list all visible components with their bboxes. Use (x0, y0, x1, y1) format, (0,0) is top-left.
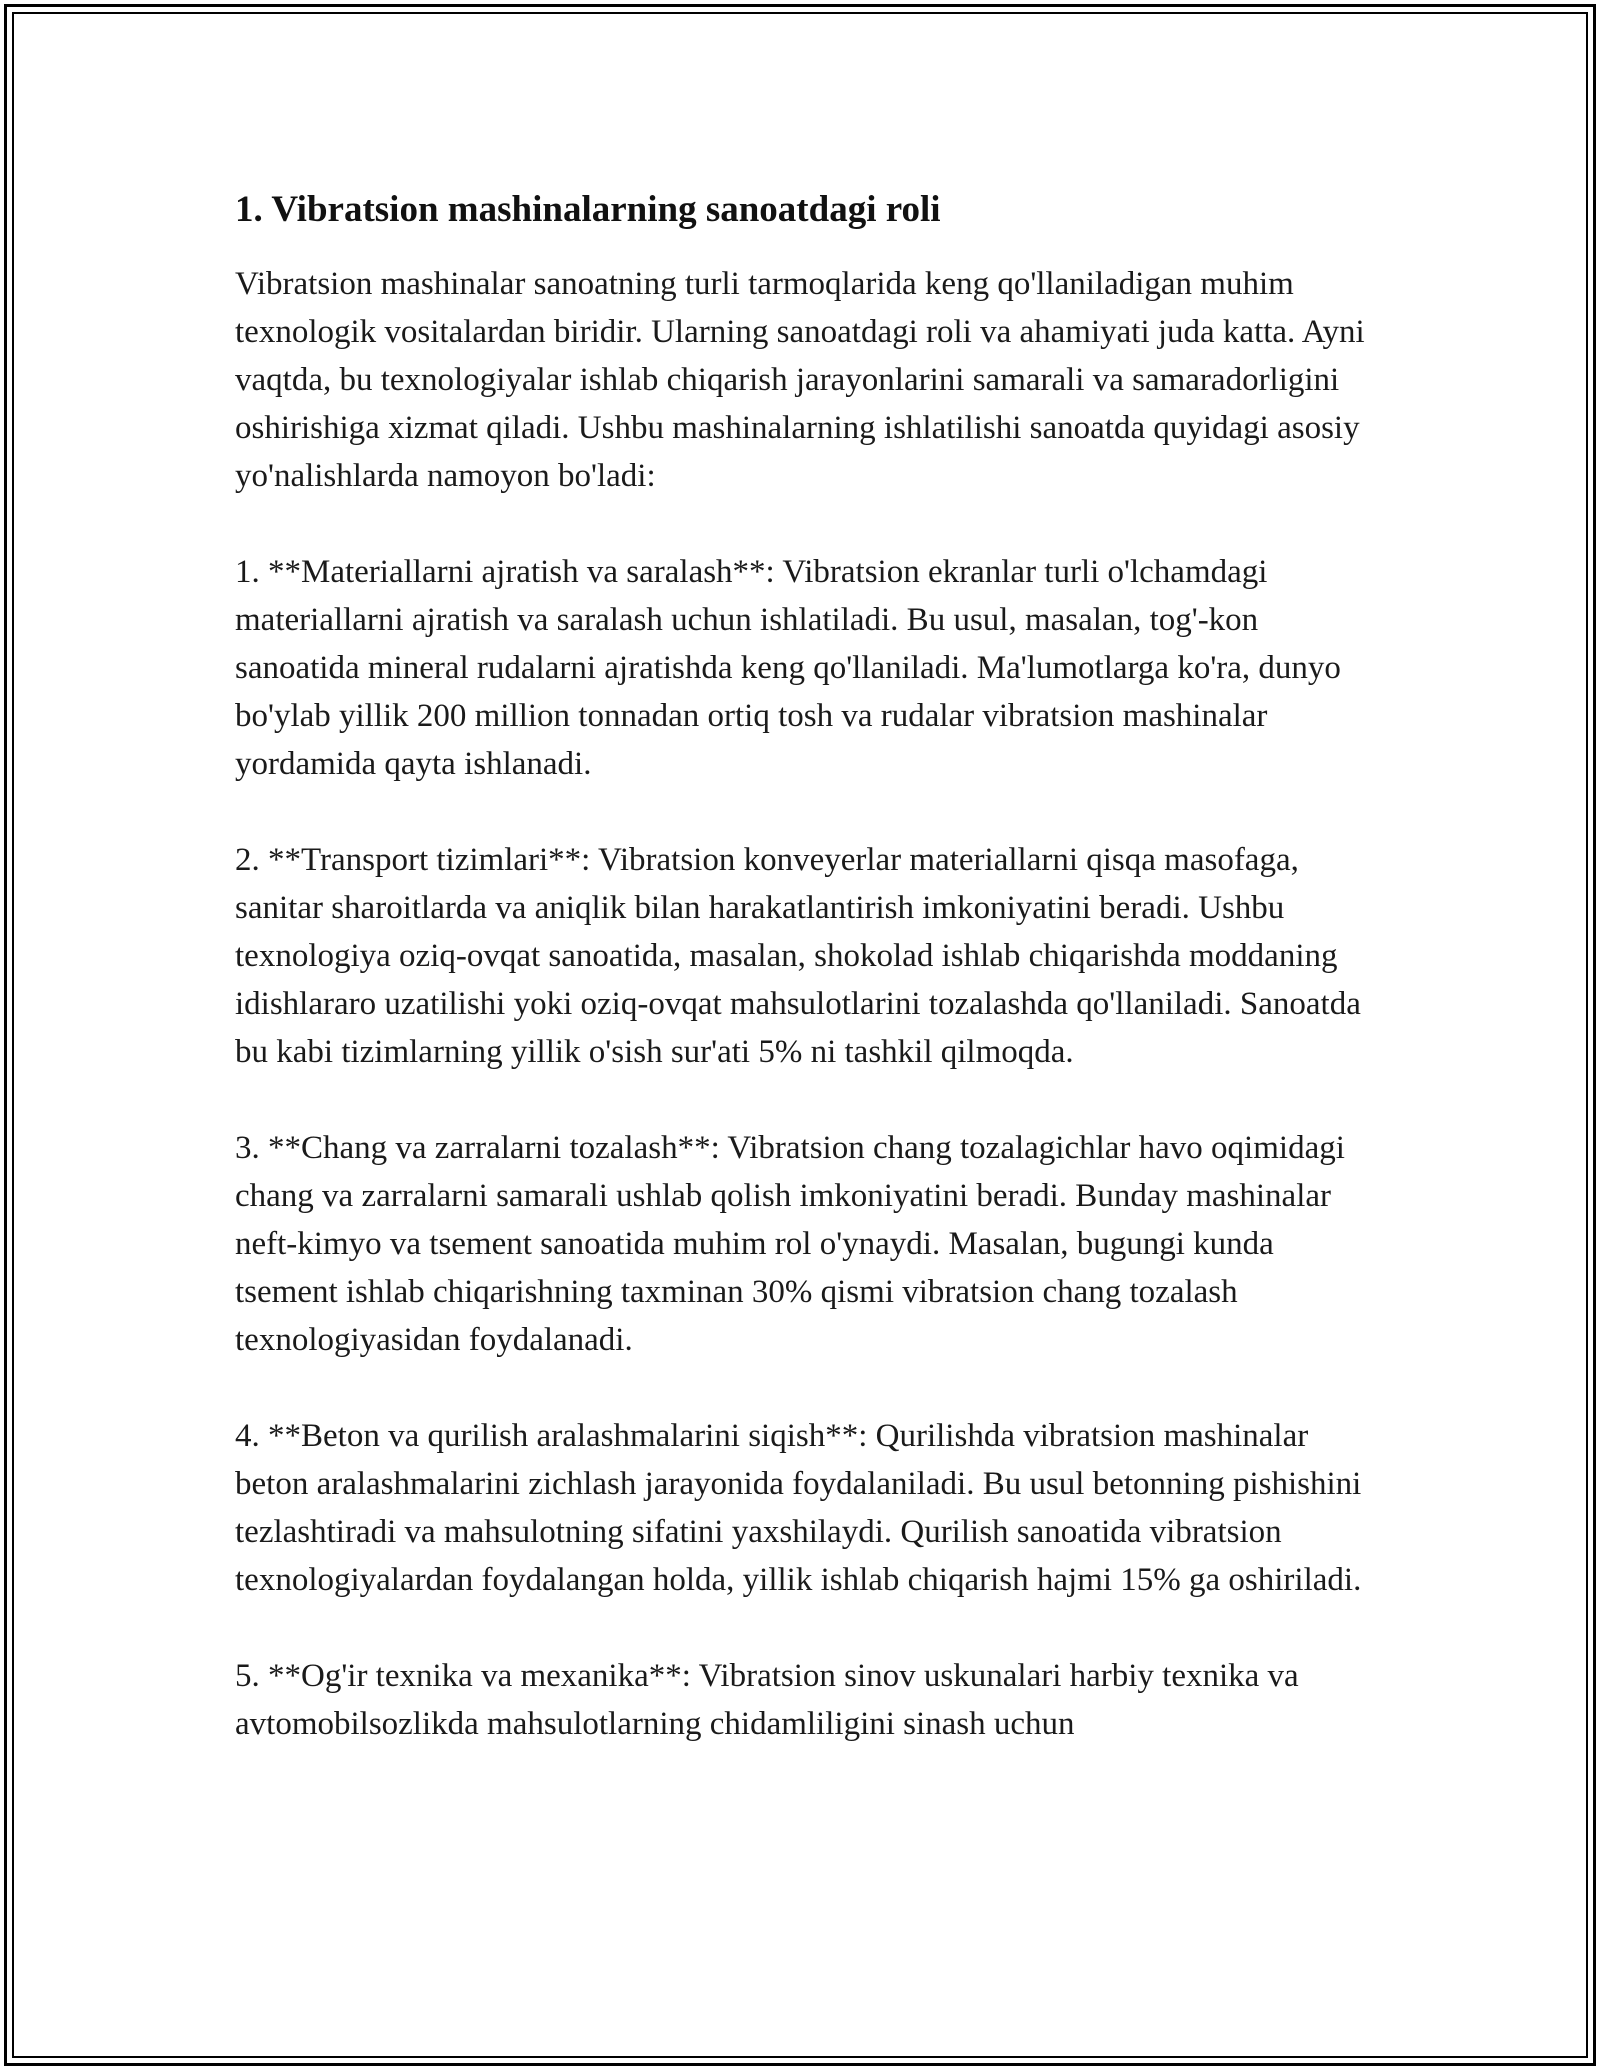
list-item-materials-sorting: 1. **Materiallarni ajratish va saralash**: Vibratsion ekranlar turli o'lchamdagi materiallarni ajratish va saralash uchun ishlatiladi. Bu usul, masalan, tog'-kon sanoatida mineral rudalarni ajratishda keng qo'llaniladi. Ma'lumotlarga ko'ra, dunyo bo'ylab yillik 200 million tonnadan ortiq tosh va rudalar vibratsion mashinalar yordamida qayta ishlanadi. (235, 554, 1341, 782)
section-heading: 1. Vibratsion mashinalarning sanoatdagi roli (235, 189, 941, 230)
document-body (235, 186, 1380, 1796)
list-item-transport-systems: 2. **Transport tizimlari**: Vibratsion konveyerlar materiallarni qisqa masofaga, sanitar sharoitlarda va aniqlik bilan harakatlantirish imkoniyatini beradi. Ushbu texnologiya oziq-ovqat sanoatida, masalan, shokolad ishlab chiqarishda moddaning idishlararo uzatilishi yoki oziq-ovqat mahsulotlarini tozalashda qo'llaniladi. Sanoatda bu kabi tizimlarning yillik o'sish sur'ati 5% ni tashkil qilmoqda. (235, 842, 1361, 1070)
list-item-dust-cleaning: 3. **Chang va zarralarni tozalash**: Vibratsion chang tozalagichlar havo oqimidagi chang va zarralarni samarali ushlab qolish imkoniyatini beradi. Bunday mashinalar neft-kimyo va tsement sanoatida muhim rol o'ynaydi. Masalan, bugungi kunda tsement ishlab chiqarishning taxminan 30% qismi vibratsion chang tozalash texnologiyasidan foydalanadi. (235, 1130, 1345, 1358)
list-item-concrete-compaction: 4. **Beton va qurilish aralashmalarini siqish**: Qurilishda vibratsion mashinalar beton aralashmalarini zichlash jarayonida foydalaniladi. Bu usul betonning pishishini tezlashtiradi va mahsulotning sifatini yaxshilaydi. Qurilish sanoatida vibratsion texnologiyalardan foydalangan holda, yillik ishlab chiqarish hajmi 15% ga oshiriladi. (235, 1418, 1362, 1598)
list-item-heavy-machinery: 5. **Og'ir texnika va mexanika**: Vibratsion sinov uskunalari harbiy texnika va avtomobilsozlikda mahsulotlarning chidamliligini sinash uchun (235, 1658, 1299, 1742)
intro-paragraph: Vibratsion mashinalar sanoatning turli tarmoqlarida keng qo'llaniladigan muhim texnologik vositalardan biridir. Ularning sanoatdagi roli va ahamiyati juda katta. Ayni vaqtda, bu texnologiyalar ishlab chiqarish jarayonlarini samarali va samaradorligini oshirishiga xizmat qiladi. Ushbu mashinalarning ishlatilishi sanoatda quyidagi asosiy yo'nalishlarda namoyon bo'ladi: (235, 266, 1365, 494)
